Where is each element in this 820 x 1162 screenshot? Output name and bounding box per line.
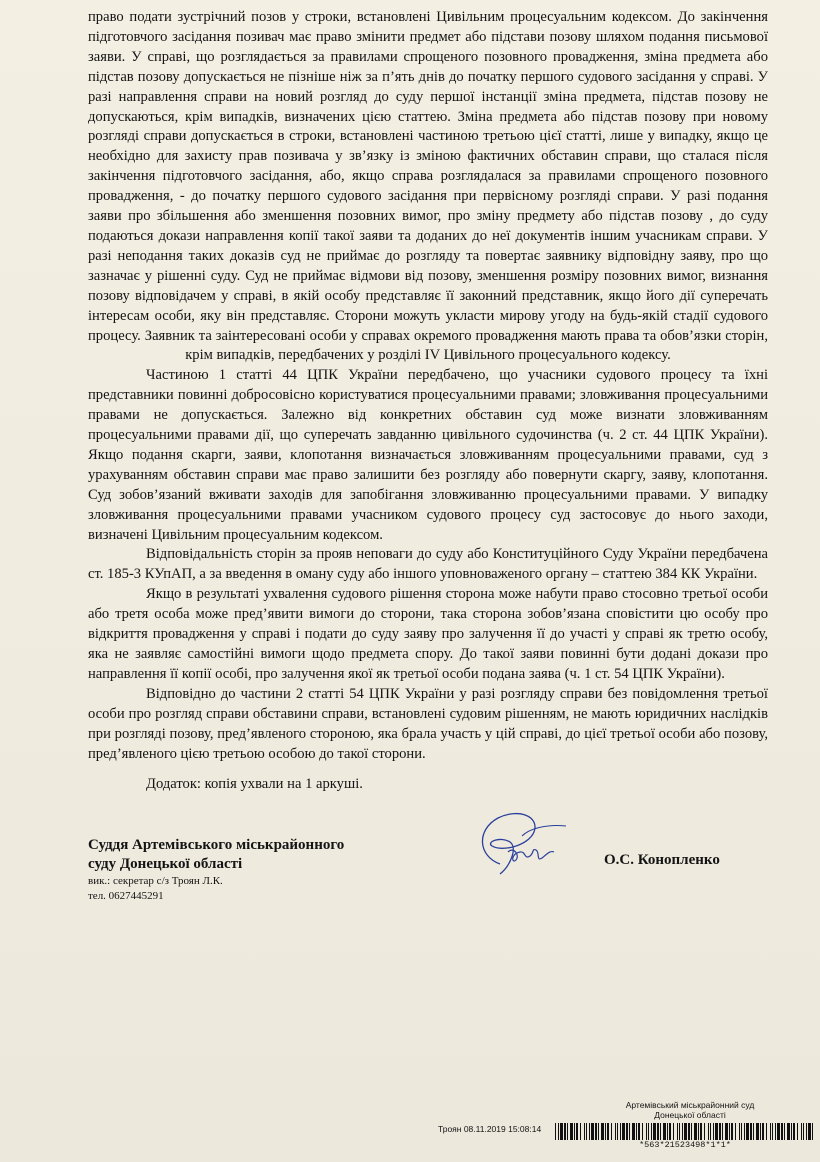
barcode-icon <box>555 1123 813 1140</box>
paragraph-4: Якщо в результаті ухвалення судового рішення сторона може набути право стосовно третьої особи або третя особа може пред’явити вимоги до сторони, така сторона зобов’язана сповістити цю особу про відкриття провадження у справі і подати до суду заяву про залучення її до участі у справі як третю особу, яка не заявляє самостійні вимоги щодо предмета спору. До такої заяви повинні бути додані докази про направлення її копії особі, про залучення якої як третьої особи подана заява (ч. 1 ст. 54 ЦПК України). <box>88 586 768 682</box>
footer-meta: Троян 08.11.2019 15:08:14 <box>438 1124 542 1134</box>
judge-title-line1: Суддя Артемівського міськрайонного <box>88 837 345 853</box>
attachment-note: Додаток: копія ухвали на 1 аркуші. <box>146 776 363 792</box>
signature-block <box>88 836 408 904</box>
paragraph-3: Відповідальність сторін за прояв неповаги до суду або Конституційного Суду України передбачена ст. 185-3 КУпАП, а за введення в оману суду або іншого уповноваженого органу – статтею 384 КК України. <box>88 546 768 583</box>
judge-name: О.С. Конопленко <box>604 852 720 868</box>
court-name-line1: Артемівський міськрайонний суд <box>625 1100 755 1110</box>
paragraph-5: Відповідно до частини 2 статті 54 ЦПК України у разі розгляду справи без повідомлення третьої особи про розгляд справи обставини справи, встановлені судовим рішенням, не мають юридичних наслідків при розгляді позову, пред’явленого стороною, яка брала участь у цій справі, до цієї третьої особи або позову, пред’явленого цією третьою особою до такої сторони. <box>88 685 768 762</box>
barcode-text: *563*21523498*1*1* <box>639 1140 731 1150</box>
court-name-line2: Донецької області <box>654 1110 726 1120</box>
paragraph-2: Частиною 1 статті 44 ЦПК України передбачено, що учасники судового процесу та їхні представники повинні добросовісно користуватися процесуальними правами; зловживання процесуальними правами не допускається. Залежно від конкретних обставин суд може визнати зловживанням процесуальними правами дії, що суперечать завданню цивільного судочинства (ч. 2 ст. 44 ЦПК України). Якщо подання скарги, заяви, клопотання визначається зловживанням процесуальними правами, суд з урахуванням обставин справи має право залишити без розгляду або повернути скаргу, заяву, клопотання. Суд зобов’язаний вживати заходів для запобігання зловживанню процесуальними правами. У випадку зловживання процесуальними правами учасником судового процесу суд застосовує до нього заходи, визначені Цивільним процесуальним кодексом. <box>88 367 768 543</box>
document-body <box>88 8 768 764</box>
court-footer <box>560 1100 820 1120</box>
executor-info: вик.: секретар с/з Троян Л.К. <box>88 875 223 887</box>
paragraph-1: право подати зустрічний позов у строки, встановлені Цивільним процесуальним кодексом. До закінчення підготовчого засідання позивач має право змінити предмет або підстави позову шляхом подання письмової заяви. У справі, що розглядається за правилами спрощеного позовного провадження, зміна предмета або підстав позову допускається не пізніше ніж за п’ять днів до початку першого судового засідання у справі. У разі направлення справи на новий розгляд до суду першої інстанції зміна предмета, підстав позову не допускаються, крім випадків, визначених цією статтею. Зміна предмета або підстав позову при новому розгляді справи допускається в строки, встановлені частиною третьою цієї статті, лише у випадку, якщо це необхідно для захисту прав позивача у зв’язку із зміною фактичних обставин справи, що сталася після закінчення підготовчого засідання, або, якщо справа розглядалася за правилами спрощеного позовного провадження, - до початку першого судового засідання при первісному розгляді справи. У разі подання заяви про збільшення або зменшення позовних вимог, про зміну предмету або підстав позову , до суду подаються докази направлення копії такої заяви та доданих до неї документів іншим учасникам справи. У разі неподання таких доказів суд не приймає до розгляду та повертає заявнику відповідну заяву, про що зазначає у рішенні суду. Суд не приймає відмови від позову, зменшення розміру позовних вимог, визнання позову відповідачем у справі, в якій особу представляє її законний представник, якщо його дії суперечать інтересам особи, яку він представляє. Сторони можуть укласти мирову угоду на будь-якій стадії судового процесу. Заявник та заінтересовані особи у справах окремого провадження мають права та обов’язки сторін, крім випадків, передбачених у розділі IV Цивільного процесуального кодексу. <box>88 9 768 364</box>
phone-info: тел. 0627445291 <box>88 890 164 902</box>
judge-title-line2: суду Донецької області <box>88 856 243 872</box>
handwritten-signature-icon <box>470 806 580 886</box>
